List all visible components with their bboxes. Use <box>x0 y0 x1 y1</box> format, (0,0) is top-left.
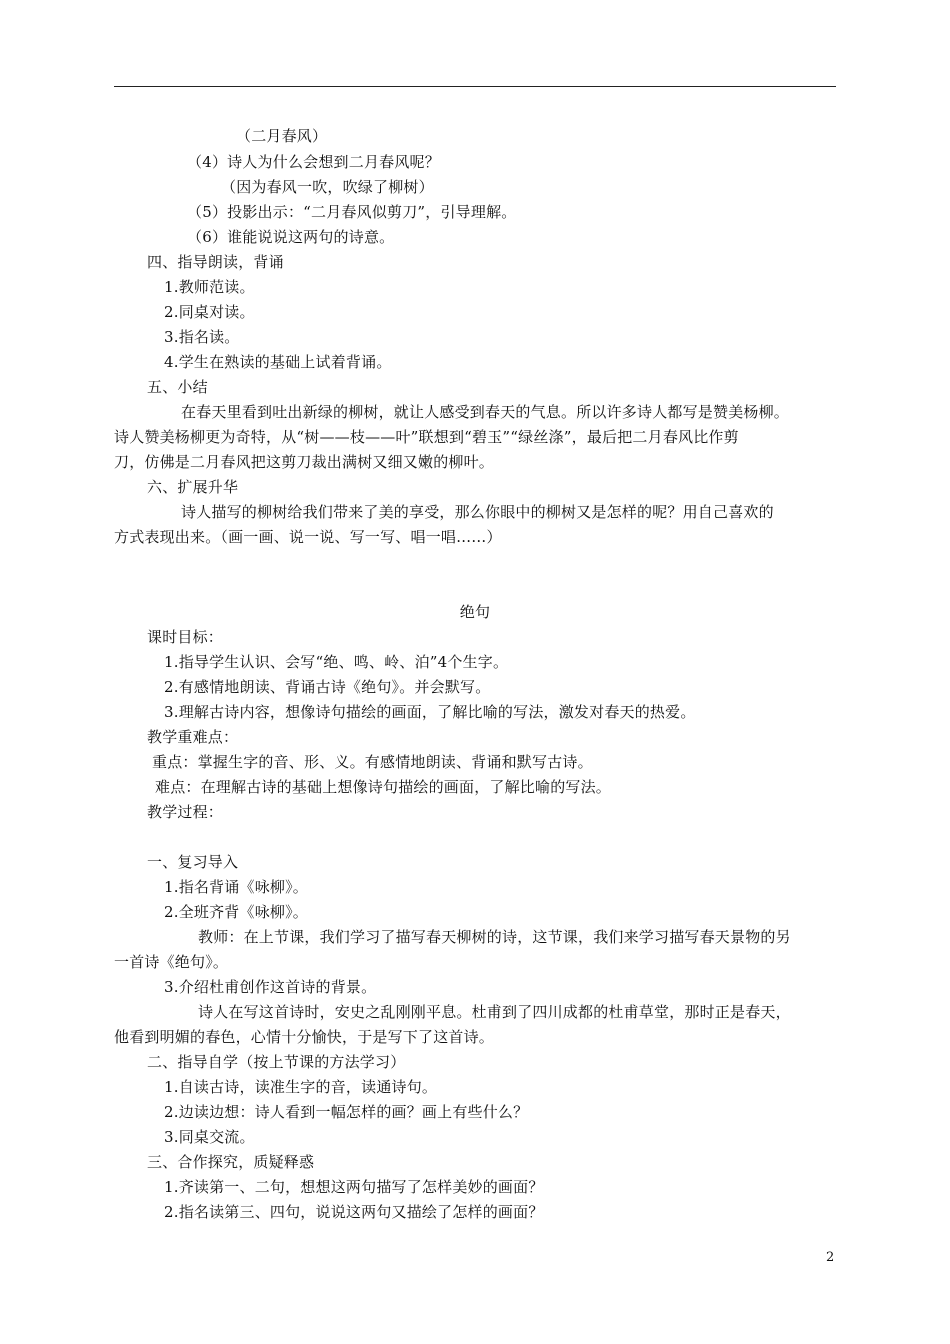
text-line: （6）谁能说说这两句的诗意。 <box>187 228 395 246</box>
text-line: （二月春风） <box>236 127 328 145</box>
paragraph-line: 一首诗《绝句》。 <box>114 953 229 971</box>
section-heading: 教学过程： <box>147 803 224 821</box>
section-heading: 六、扩展升华 <box>147 478 239 496</box>
section-heading: 三、合作探究，质疑释惑 <box>147 1153 315 1171</box>
list-item: 3.指名读。 <box>164 328 240 346</box>
text-line: （4）诗人为什么会想到二月春风呢？ <box>187 153 440 171</box>
paragraph-line: 教师：在上节课，我们学习了描写春天柳树的诗，这节课，我们来学习描写春天景物的另 <box>198 928 791 946</box>
paragraph-line: 诗人赞美杨柳更为奇特，从“树——枝——叶”联想到“碧玉”“绿丝涤”，最后把二月春风比作剪 <box>114 428 739 446</box>
list-item: 1.齐读第一、二句，想想这两句描写了怎样美妙的画面？ <box>164 1178 544 1196</box>
page-number: 2 <box>826 1250 835 1265</box>
text-line: 难点：在理解古诗的基础上想像诗句描绘的画面，了解比喻的写法。 <box>155 778 612 796</box>
paragraph-line: 在春天里看到吐出新绿的柳树，就让人感受到春天的气息。所以许多诗人都写是赞美杨柳。 <box>181 403 790 421</box>
list-item: 2.边读边想：诗人看到一幅怎样的画？画上有些什么？ <box>164 1103 529 1121</box>
list-item: 2.有感情地朗读、背诵古诗《绝句》。并会默写。 <box>164 678 491 696</box>
list-item: 1.教师范读。 <box>164 278 255 296</box>
section-heading: 课时目标： <box>147 628 224 646</box>
paragraph-line: 刀，仿佛是二月春风把这剪刀裁出满树又细又嫩的柳叶。 <box>114 453 495 471</box>
list-item: 2.指名读第三、四句，说说这两句又描绘了怎样的画面？ <box>164 1203 544 1221</box>
text-line: （5）投影出示：“二月春风似剪刀”，引导理解。 <box>187 203 517 221</box>
paragraph-line: 诗人描写的柳树给我们带来了美的享受，那么你眼中的柳树又是怎样的呢？用自己喜欢的 <box>181 503 774 521</box>
paragraph-line: 方式表现出来。（画一画、说一说、写一写、唱一唱……） <box>114 528 502 546</box>
section-heading: 二、指导自学（按上节课的方法学习） <box>147 1053 406 1071</box>
list-item: 3.介绍杜甫创作这首诗的背景。 <box>164 978 377 996</box>
section-heading: 一、复习导入 <box>147 853 239 871</box>
list-item: 1.指名背诵《咏柳》。 <box>164 878 309 896</box>
list-item: 2.全班齐背《咏柳》。 <box>164 903 309 921</box>
paragraph-line: 他看到明媚的春色，心情十分愉快，于是写下了这首诗。 <box>114 1028 495 1046</box>
list-item: 3.同桌交流。 <box>164 1128 255 1146</box>
list-item: 4.学生在熟读的基础上试着背诵。 <box>164 353 392 371</box>
paragraph-line: 诗人在写这首诗时，安史之乱刚刚平息。杜甫到了四川成都的杜甫草堂，那时正是春天， <box>198 1003 791 1021</box>
list-item: 1.指导学生认识、会写“绝、鸣、岭、泊”4个生字。 <box>164 653 509 671</box>
lesson-title: 绝句 <box>459 603 491 621</box>
list-item: 1.自读古诗，读准生字的音，读通诗句。 <box>164 1078 438 1096</box>
list-item: 2.同桌对读。 <box>164 303 255 321</box>
text-line: （因为春风一吹，吹绿了柳树） <box>221 178 434 196</box>
text-line: 重点：掌握生字的音、形、义。有感情地朗读、背诵和默写古诗。 <box>152 753 593 771</box>
section-heading: 五、小结 <box>147 378 208 396</box>
header-rule <box>114 86 836 87</box>
section-heading: 教学重难点： <box>147 728 239 746</box>
section-heading: 四、指导朗读，背诵 <box>147 253 284 271</box>
list-item: 3.理解古诗内容，想像诗句描绘的画面，了解比喻的写法，激发对春天的热爱。 <box>164 703 696 721</box>
